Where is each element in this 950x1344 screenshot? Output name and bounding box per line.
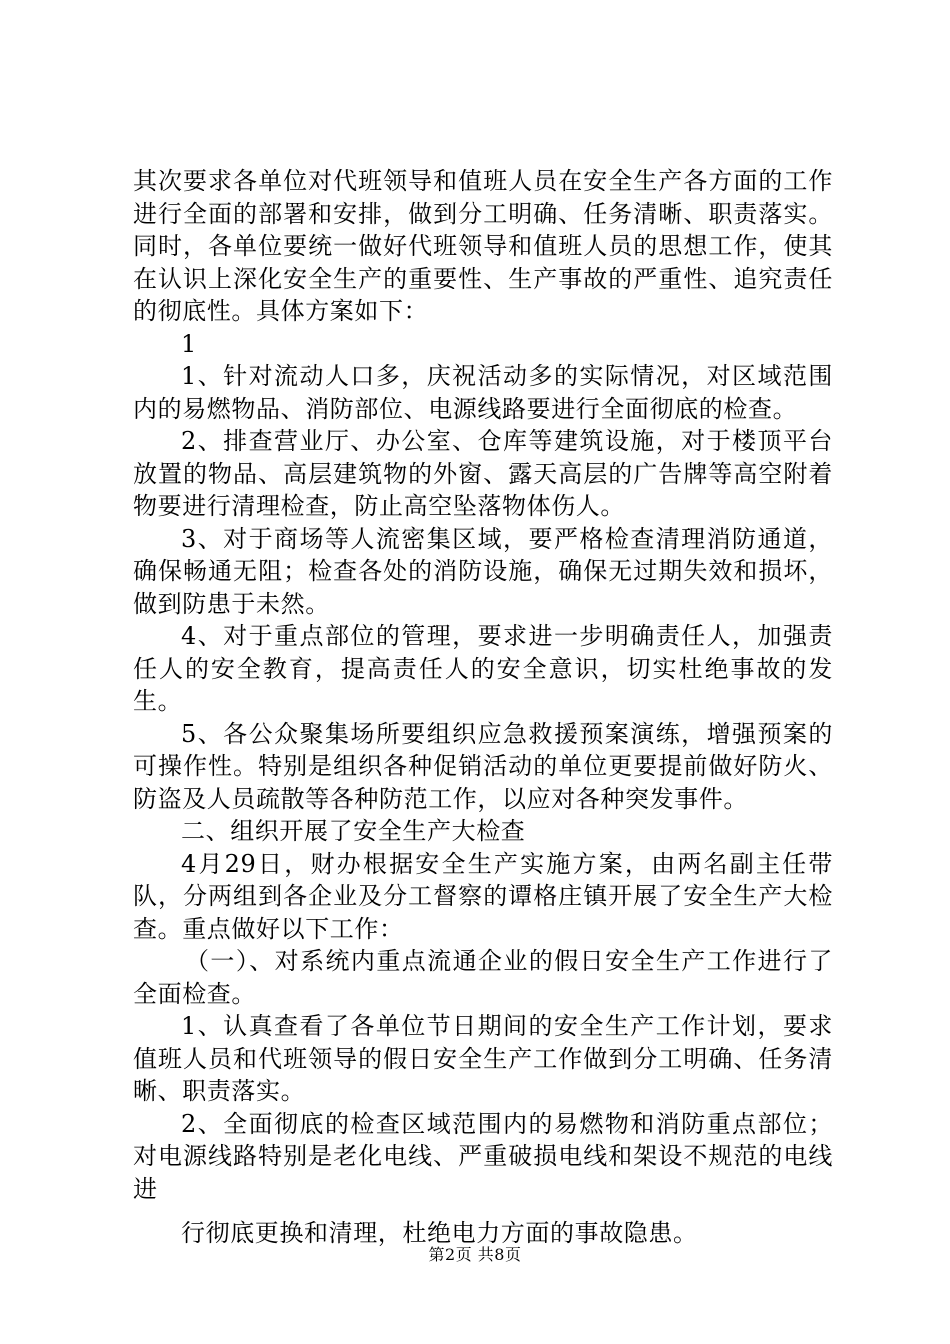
paragraph-item-3: 3、对于商场等人流密集区域，要严格检查清理消防通道，确保畅通无阻；检查各处的消防设施，确保无过期失效和损坏，做到防患于未然。 [133, 524, 833, 618]
document-body [133, 165, 833, 1250]
subsection-heading-1: （一）、对系统内重点流通企业的假日安全生产工作进行了全面检查。 [133, 947, 833, 1008]
paragraph-check-2-continued: 行彻底更换和清理，杜绝电力方面的事故隐患。 [181, 1219, 698, 1247]
paragraph-check-1: 1、认真查看了各单位节日期间的安全生产工作计划，要求值班人员和代班领导的假日安全生产工作做到分工明确、任务清晰、职责落实。 [133, 1012, 833, 1105]
paragraph-intro: 其次要求各单位对代班领导和值班人员在安全生产各方面的工作进行全面的部署和安排，做到分工明确、任务清晰、职责落实。同时，各单位要统一做好代班领导和值班人员的思想工作，使其在认识上深化安全生产的重要性、生产事故的严重性、追究责任的彻底性。具体方案如下： [133, 167, 833, 325]
paragraph-check-2: 2、全面彻底的检查区域范围内的易燃物和消防重点部位；对电源线路特别是老化电线、严重破损电线和架设不规范的电线进 [133, 1109, 833, 1203]
section-heading-inspection: 二、组织开展了安全生产大检查 [181, 817, 526, 845]
paragraph-april-29: 4月29日，财办根据安全生产实施方案，由两名副主任带队，分两组到各企业及分工督察的谭格庄镇开展了安全生产大检查。重点做好以下工作： [133, 849, 833, 943]
paragraph-item-5: 5、各公众聚集场所要组织应急救援预案演练，增强预案的可操作性。特别是组织各种促销活动的单位更要提前做好防火、防盗及人员疏散等各种防范工作，以应对各种突发事件。 [133, 719, 833, 813]
page-footer: 第2页 共8页 [428, 1245, 522, 1264]
paragraph-item-2: 2、排查营业厅、办公室、仓库等建筑设施，对于楼顶平台放置的物品、高层建筑物的外窗、露天高层的广告牌等高空附着物要进行清理检查，防止高空坠落物体伤人。 [133, 427, 833, 520]
paragraph-section-number: 1 [181, 329, 197, 358]
paragraph-item-4: 4、对于重点部位的管理，要求进一步明确责任人，加强责任人的安全教育，提高责任人的安全意识，切实杜绝事故的发生。 [133, 622, 833, 715]
paragraph-item-1: 1、针对流动人口多，庆祝活动多的实际情况，对区域范围内的易燃物品、消防部位、电源线路要进行全面彻底的检查。 [133, 362, 833, 423]
